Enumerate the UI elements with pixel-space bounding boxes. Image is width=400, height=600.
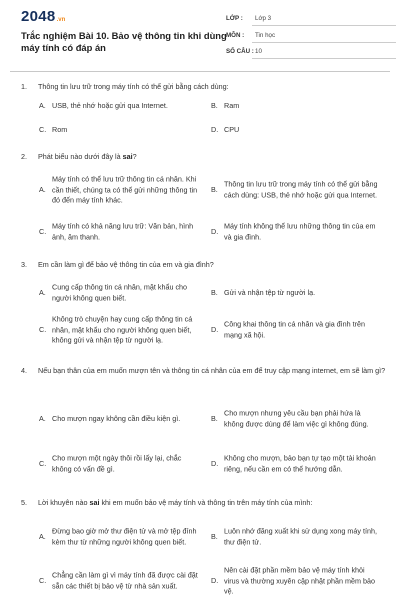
option-letter: B. — [211, 287, 218, 297]
option-text: Cung cấp thông tin cá nhân, mật khẩu cho người không quen biết. — [52, 282, 188, 302]
option-2-c[interactable] — [39, 219, 199, 245]
option-letter: D. — [211, 226, 219, 236]
option-letter: C. — [39, 458, 47, 468]
option-letter: A. — [39, 531, 46, 541]
option-letter: A. — [39, 100, 46, 110]
option-text: Luôn nhớ đăng xuất khi sử dụng xong máy tính, thư điện tử. — [224, 526, 377, 546]
option-text: Máy tính có khả năng lưu trữ: Văn bản, hình ảnh, âm thanh. — [52, 221, 194, 241]
option-text: Chẳng cần làm gì vì máy tính đã được cài đặt sẵn các thiết bị bảo vệ từ nhà sản xuất. — [52, 570, 198, 590]
option-letter: C. — [39, 324, 47, 334]
header-divider — [10, 71, 390, 72]
option-letter: A. — [39, 184, 46, 194]
option-text: USB, thẻ nhớ hoặc gửi qua Internet. — [52, 100, 168, 110]
option-letter: D. — [211, 575, 219, 585]
question-text: Phát biểu nào dưới đây là sai? — [38, 152, 137, 161]
option-4-b[interactable] — [211, 401, 381, 437]
option-letter: B. — [211, 184, 218, 194]
option-letter: C. — [39, 575, 47, 585]
question-text: Thông tin lưu trữ trong máy tính có thể gửi bằng cách dùng: — [38, 82, 229, 91]
option-letter: B. — [211, 531, 218, 541]
option-text: CPU — [224, 124, 240, 134]
option-3-b[interactable] — [211, 280, 381, 306]
page-title: Trắc nghiệm Bài 10. Bảo vệ thông tin khi dùng máy tính có đáp án — [21, 30, 227, 53]
option-letter: D. — [211, 124, 219, 134]
option-text: Cho mượn nhưng yêu cầu bạn phải hứa là không được dùng để làm việc gì không đúng. — [224, 408, 369, 428]
meta-subject — [226, 29, 396, 43]
option-3-a[interactable] — [39, 280, 199, 306]
meta-value: Lớp 3 — [255, 15, 272, 22]
question-text: Nếu bạn thân của em muốn mượn tên và thông tin cá nhân của em để truy cập mạng internet, em sẽ làm gì? — [38, 366, 386, 375]
option-4-c[interactable] — [39, 446, 199, 482]
option-text: Công khai thông tin cá nhân và gia đình trên mạng xã hội. — [224, 319, 366, 339]
option-text: Nên cài đặt phần mềm bảo vệ máy tính khỏi virus và thường xuyên cập nhật phần mềm bảo vệ. — [224, 565, 375, 596]
option-letter: D. — [211, 324, 219, 334]
question-number: 4. — [21, 366, 27, 375]
meta-label: LỚP : — [226, 15, 243, 22]
meta-class — [226, 12, 396, 26]
option-text: Thông tin lưu trữ trong máy tính có thể gửi bằng cách dùng: USB, thẻ nhớ hoặc gửi qua Internet. — [224, 179, 378, 199]
option-letter: A. — [39, 287, 46, 297]
option-text: Rom — [52, 124, 68, 134]
option-3-c[interactable] — [39, 312, 199, 348]
option-text: Ram — [224, 100, 240, 110]
option-text: Không trò chuyện hay cung cấp thông tin cá nhân, mật khẩu cho người không quen biết, không gửi và nhận tệp từ người lạ. — [52, 314, 193, 345]
meta-question-count — [226, 45, 396, 59]
option-letter: B. — [211, 413, 218, 423]
meta-value: 10 — [255, 48, 262, 55]
option-letter: C. — [39, 226, 47, 236]
logo-text: 2048 — [21, 8, 56, 25]
option-1-c[interactable] — [39, 124, 199, 136]
option-text: Không cho mượn, bảo bạn tự tạo một tài khoản riêng, nếu cần em có thể hướng dẫn. — [224, 453, 376, 473]
meta-value: Tin học — [255, 32, 276, 39]
option-5-c[interactable] — [39, 563, 199, 599]
meta-underline — [252, 42, 396, 43]
option-1-d[interactable] — [211, 124, 381, 136]
meta-underline — [252, 58, 396, 59]
option-text: Gửi và nhận tệp từ người lạ. — [224, 287, 316, 297]
option-text: Máy tính không thể lưu những thông tin của em và gia đình. — [224, 221, 376, 241]
question-text: Lời khuyên nào sai khi em muốn bảo vệ máy tính và thông tin trên máy tính của mình: — [38, 498, 313, 507]
meta-label: MÔN : — [226, 32, 245, 39]
option-letter: B. — [211, 100, 218, 110]
question-number: 1. — [21, 82, 27, 91]
logo-domain: .vn — [56, 17, 66, 23]
option-2-a[interactable] — [39, 172, 199, 208]
option-text: Cho mượn một ngày thôi rồi lấy lại, chắc không có vấn đề gì. — [52, 453, 182, 473]
option-text: Đừng bao giờ mở thư điện tử và mở tệp đính kèm thư từ những người không quen biết. — [52, 526, 197, 546]
option-letter: D. — [211, 458, 219, 468]
question-text: Em cần làm gì để bảo vệ thông tin của em và gia đình? — [38, 260, 214, 269]
option-1-b[interactable] — [211, 100, 381, 112]
option-5-d[interactable] — [211, 563, 381, 599]
question-number: 2. — [21, 152, 27, 161]
option-5-b[interactable] — [211, 519, 381, 555]
option-1-a[interactable] — [39, 100, 199, 112]
site-logo[interactable] — [21, 8, 65, 25]
page-header — [0, 0, 400, 70]
option-4-d[interactable] — [211, 446, 381, 482]
option-letter: A. — [39, 413, 46, 423]
option-4-a[interactable] — [39, 401, 199, 437]
option-3-d[interactable] — [211, 312, 381, 348]
option-text: Máy tính có thể lưu trữ thông tin cá nhân. Khi cần thiết, chúng ta có thể gửi những thông tin đó đến máy tính khác. — [52, 174, 198, 205]
question-number: 3. — [21, 260, 27, 269]
option-2-d[interactable] — [211, 219, 381, 245]
option-5-a[interactable] — [39, 519, 199, 555]
meta-label: SỐ CÂU : — [226, 48, 254, 55]
option-letter: C. — [39, 124, 47, 134]
option-text: Cho mượn ngay không cần điều kiện gì. — [52, 413, 181, 423]
meta-underline — [252, 25, 396, 26]
question-number: 5. — [21, 498, 27, 507]
option-2-b[interactable] — [211, 172, 381, 208]
